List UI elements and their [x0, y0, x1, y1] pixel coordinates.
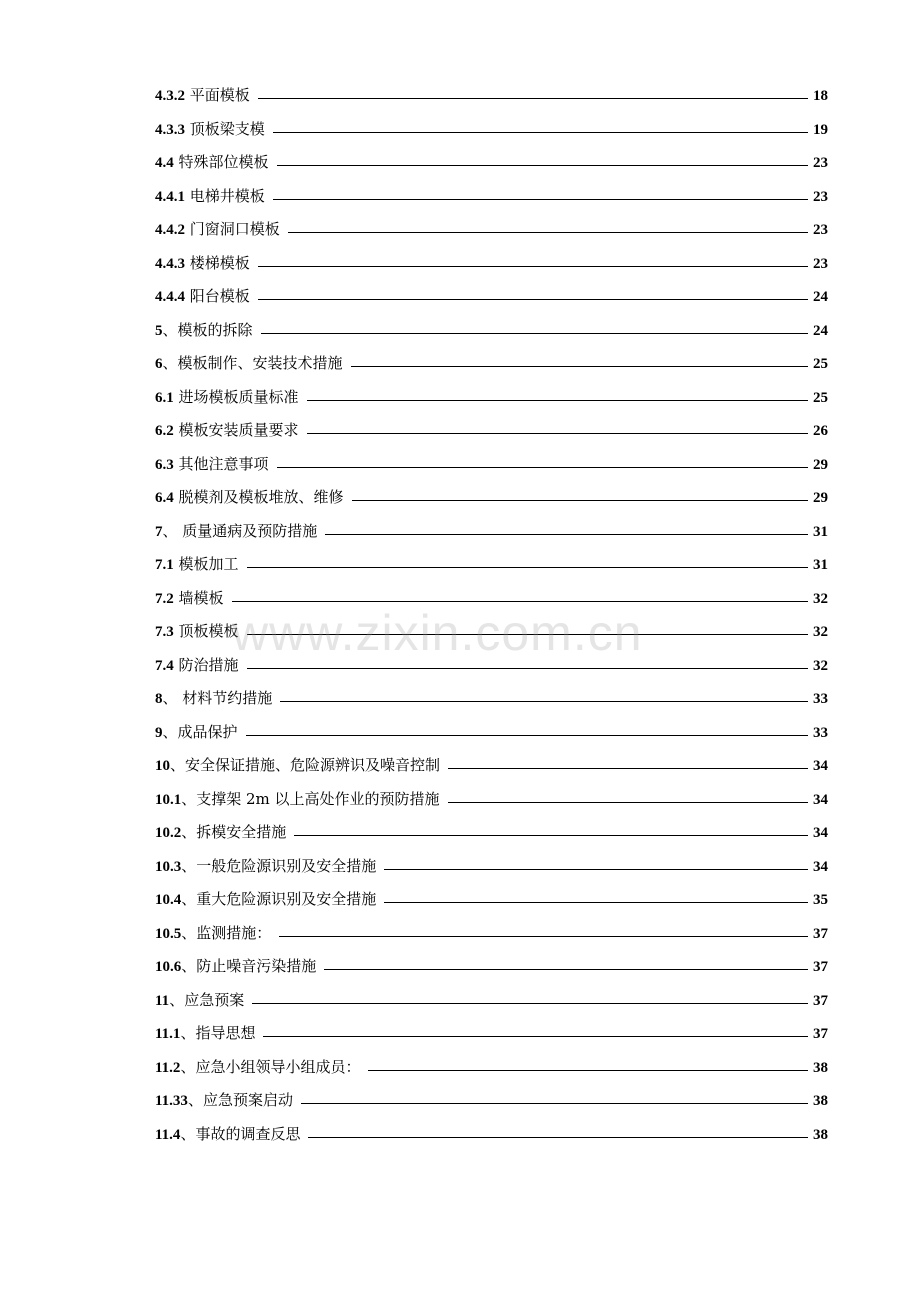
toc-entry-number: 10.1	[155, 791, 182, 808]
toc-entry[interactable]	[155, 1022, 828, 1056]
toc-entry-title	[155, 1089, 293, 1110]
toc-entry-page: 23	[813, 188, 828, 205]
toc-entry-title	[155, 888, 376, 909]
toc-entry-number: 6.1	[155, 389, 174, 406]
toc-leader-line	[352, 500, 808, 501]
watermark: www.zixin.com.cn	[232, 605, 643, 661]
toc-entry-page: 32	[813, 657, 828, 674]
toc-entry-number: 4.4.4	[155, 289, 185, 305]
toc-leader-line	[247, 634, 808, 635]
toc-entry[interactable]	[155, 620, 828, 654]
toc-entry-text: 、防止噪音污染措施	[181, 957, 317, 975]
toc-entry-number: 4.3.3	[155, 121, 185, 138]
toc-entry-text: 特殊部位模板	[178, 153, 269, 171]
toc-entry-number: 8	[155, 691, 163, 707]
toc-entry-title	[155, 620, 239, 641]
toc-entry-title	[155, 955, 316, 976]
toc-entry-title	[155, 989, 244, 1010]
toc-entry-number: 6.4	[155, 490, 174, 506]
toc-entry-title	[155, 855, 376, 876]
toc-entry-page: 24	[813, 322, 828, 339]
toc-entry-title	[155, 386, 299, 407]
toc-entry-text: 、一般危险源识别及安全措施	[181, 856, 377, 875]
toc-entry-title	[155, 821, 286, 842]
toc-entry-text: 、成品保护	[162, 722, 238, 741]
toc-entry-title	[155, 151, 269, 172]
toc-entry-title	[155, 922, 271, 943]
toc-entry-text: 、模板的拆除	[162, 320, 253, 339]
toc-entry-title	[155, 1022, 255, 1043]
toc-leader-line	[258, 266, 808, 267]
toc-entry-title	[155, 687, 272, 708]
toc-entry-page: 23	[813, 155, 828, 171]
toc-entry-page: 38	[813, 1059, 828, 1076]
toc-entry-page: 33	[813, 691, 828, 707]
toc-entry-text: 电梯井模板	[189, 186, 265, 205]
toc-leader-line	[246, 735, 808, 736]
table-of-contents	[155, 84, 828, 1156]
toc-entry[interactable]	[155, 419, 828, 453]
toc-entry-text: 其他注意事项	[178, 454, 269, 473]
toc-leader-line	[351, 366, 808, 367]
toc-leader-line	[232, 601, 808, 602]
toc-entry-number: 11	[155, 992, 170, 1009]
toc-entry-text: 楼梯模板	[189, 253, 250, 272]
toc-leader-line	[384, 902, 808, 903]
toc-entry-text: 脱模剂及模板堆放、维修	[178, 488, 344, 506]
toc-leader-line	[301, 1103, 808, 1104]
toc-entry-page: 25	[813, 356, 828, 372]
toc-entry-page: 23	[813, 222, 828, 238]
toc-leader-line	[384, 869, 808, 870]
toc-entry-number: 4.3.2	[155, 88, 185, 104]
toc-leader-line	[308, 1137, 808, 1138]
toc-entry[interactable]	[155, 888, 828, 922]
toc-entry-number: 6	[155, 356, 163, 372]
toc-leader-line	[307, 433, 808, 434]
toc-entry[interactable]	[155, 386, 828, 420]
toc-entry-page: 31	[813, 523, 828, 540]
toc-entry-title	[155, 520, 317, 541]
toc-entry-title	[155, 453, 269, 474]
toc-entry[interactable]	[155, 486, 828, 520]
toc-entry-number: 6.2	[155, 423, 174, 439]
toc-entry-title	[155, 185, 265, 206]
toc-entry-number: 11.4	[155, 1126, 181, 1143]
toc-entry-title	[155, 721, 238, 742]
toc-entry-page: 38	[813, 1126, 828, 1143]
toc-entry-page: 24	[813, 289, 828, 305]
toc-entry[interactable]	[155, 520, 828, 554]
toc-entry-page: 32	[813, 624, 828, 640]
toc-entry-page: 35	[813, 892, 828, 908]
toc-entry-text: 、安全保证措施、危险源辨识及噪音控制	[170, 756, 441, 774]
toc-entry[interactable]	[155, 587, 828, 621]
toc-entry-number: 5	[155, 322, 163, 339]
toc-entry-text: 、重大危险源识别及安全措施	[181, 890, 377, 908]
toc-entry-title	[155, 486, 344, 507]
toc-entry-title	[155, 285, 250, 306]
toc-entry-title	[155, 587, 224, 608]
toc-entry-text: 顶板梁支模	[189, 119, 265, 138]
toc-entry[interactable]	[155, 855, 828, 889]
toc-entry-page: 32	[813, 590, 828, 607]
toc-leader-line	[288, 232, 808, 233]
toc-entry-text: 门窗洞口模板	[189, 220, 280, 238]
toc-entry-title	[155, 654, 239, 675]
toc-entry[interactable]	[155, 955, 828, 989]
toc-entry-text: 、支撑架 2m 以上高处作业的预防措施	[181, 789, 440, 808]
toc-entry-number: 7	[155, 523, 163, 540]
toc-entry-title	[155, 352, 343, 373]
toc-entry[interactable]	[155, 118, 828, 152]
toc-entry-text: 、拆模安全措施	[181, 823, 287, 841]
toc-entry-text: 墙模板	[178, 588, 224, 607]
toc-entry-page: 18	[813, 88, 828, 104]
toc-entry-page: 37	[813, 992, 828, 1009]
toc-entry-title	[155, 788, 440, 809]
toc-entry-title	[155, 84, 250, 105]
toc-leader-line	[277, 165, 808, 166]
toc-entry-title	[155, 1123, 300, 1144]
toc-entry-text: 模板安装质量要求	[178, 421, 299, 439]
toc-leader-line	[247, 567, 808, 568]
toc-entry-text: 、应急预案	[169, 990, 245, 1009]
toc-entry[interactable]	[155, 687, 828, 721]
toc-entry-text: 、指导思想	[180, 1024, 256, 1042]
toc-entry-number: 10.4	[155, 892, 182, 908]
toc-entry-page: 34	[813, 825, 828, 841]
toc-leader-line	[258, 98, 808, 99]
toc-entry-title	[155, 218, 280, 239]
toc-entry-number: 7.4	[155, 657, 174, 674]
toc-entry-page: 34	[813, 858, 828, 875]
toc-entry[interactable]	[155, 821, 828, 855]
toc-entry-number: 7.3	[155, 624, 174, 640]
toc-entry-text: 、应急预案启动	[187, 1091, 293, 1109]
toc-entry-number: 4.4.3	[155, 255, 185, 272]
toc-entry[interactable]	[155, 754, 828, 788]
toc-leader-line	[263, 1036, 808, 1037]
toc-entry-number: 10.6	[155, 959, 182, 975]
toc-leader-line	[325, 534, 808, 535]
toc-entry-number: 4.4	[155, 155, 174, 171]
toc-entry-page: 38	[813, 1093, 828, 1109]
toc-leader-line	[294, 835, 808, 836]
toc-entry-number: 9	[155, 724, 163, 741]
toc-entry-page: 25	[813, 389, 828, 406]
toc-entry-title	[155, 553, 239, 574]
toc-entry[interactable]	[155, 218, 828, 252]
toc-entry-title	[155, 118, 265, 139]
toc-entry-number: 10.2	[155, 825, 182, 841]
toc-entry[interactable]	[155, 285, 828, 319]
toc-entry-page: 34	[813, 791, 828, 808]
toc-entry-text: 进场模板质量标准	[178, 387, 299, 406]
toc-leader-line	[324, 969, 808, 970]
toc-entry-text: 、模板制作、安装技术措施	[162, 354, 343, 372]
toc-leader-line	[273, 132, 808, 133]
toc-entry-title	[155, 252, 250, 273]
toc-entry-page: 29	[813, 456, 828, 473]
toc-entry-page: 23	[813, 255, 828, 272]
toc-entry-page: 31	[813, 557, 828, 573]
toc-entry-title	[155, 1056, 360, 1077]
toc-entry-page: 26	[813, 423, 828, 439]
toc-entry[interactable]	[155, 185, 828, 219]
toc-entry[interactable]	[155, 654, 828, 688]
toc-leader-line	[448, 768, 808, 769]
toc-leader-line	[252, 1003, 808, 1004]
toc-entry-page: 34	[813, 758, 828, 774]
toc-entry[interactable]	[155, 721, 828, 755]
toc-entry[interactable]	[155, 989, 828, 1023]
toc-entry-number: 10	[155, 758, 170, 774]
toc-entry-text: 阳台模板	[189, 287, 250, 305]
toc-entry-number: 10.3	[155, 858, 182, 875]
toc-entry-text: 防治措施	[178, 655, 239, 674]
toc-entry-page: 37	[813, 925, 828, 942]
toc-entry-number: 11.2	[155, 1059, 181, 1076]
toc-leader-line	[280, 701, 808, 702]
toc-entry-number: 6.3	[155, 456, 174, 473]
toc-entry-text: 、 质量通病及预防措施	[162, 521, 318, 540]
toc-entry-text: 、事故的调查反思	[180, 1124, 301, 1143]
toc-entry[interactable]	[155, 84, 828, 118]
toc-entry-title	[155, 319, 253, 340]
toc-entry-title	[155, 419, 299, 440]
toc-leader-line	[261, 333, 808, 334]
toc-entry-text: 、 材料节约措施	[162, 689, 273, 707]
toc-entry[interactable]	[155, 252, 828, 286]
toc-entry-text: 、应急小组领导小组成员：	[180, 1057, 361, 1076]
toc-entry-text: 平面模板	[189, 86, 250, 104]
toc-leader-line	[307, 400, 808, 401]
toc-entry[interactable]	[155, 151, 828, 185]
toc-entry-number: 4.4.1	[155, 188, 185, 205]
toc-entry[interactable]	[155, 319, 828, 353]
toc-entry-text: 模板加工	[178, 555, 239, 573]
toc-entry[interactable]	[155, 1123, 828, 1157]
toc-entry-page: 37	[813, 959, 828, 975]
toc-entry[interactable]	[155, 352, 828, 386]
toc-leader-line	[368, 1070, 808, 1071]
toc-leader-line	[273, 199, 808, 200]
toc-entry[interactable]	[155, 1056, 828, 1090]
toc-leader-line	[279, 936, 808, 937]
toc-leader-line	[247, 668, 808, 669]
toc-entry-number: 11.1	[155, 1026, 181, 1042]
toc-entry[interactable]	[155, 553, 828, 587]
toc-entry[interactable]	[155, 1089, 828, 1123]
toc-entry-page: 37	[813, 1026, 828, 1042]
toc-entry-number: 10.5	[155, 925, 182, 942]
toc-leader-line	[448, 802, 808, 803]
toc-entry-text: 、监测措施：	[181, 923, 272, 942]
toc-entry-number: 11.33	[155, 1093, 188, 1109]
toc-entry-page: 33	[813, 724, 828, 741]
toc-entry[interactable]	[155, 453, 828, 487]
toc-entry-page: 19	[813, 121, 828, 138]
toc-entry-page: 29	[813, 490, 828, 506]
toc-entry-text: 顶板模板	[178, 622, 239, 640]
toc-entry-number: 7.2	[155, 590, 174, 607]
toc-entry-number: 7.1	[155, 557, 174, 573]
toc-leader-line	[277, 467, 808, 468]
toc-entry[interactable]	[155, 922, 828, 956]
toc-entry[interactable]	[155, 788, 828, 822]
toc-entry-title	[155, 754, 440, 775]
toc-entry-number: 4.4.2	[155, 222, 185, 238]
toc-leader-line	[258, 299, 808, 300]
